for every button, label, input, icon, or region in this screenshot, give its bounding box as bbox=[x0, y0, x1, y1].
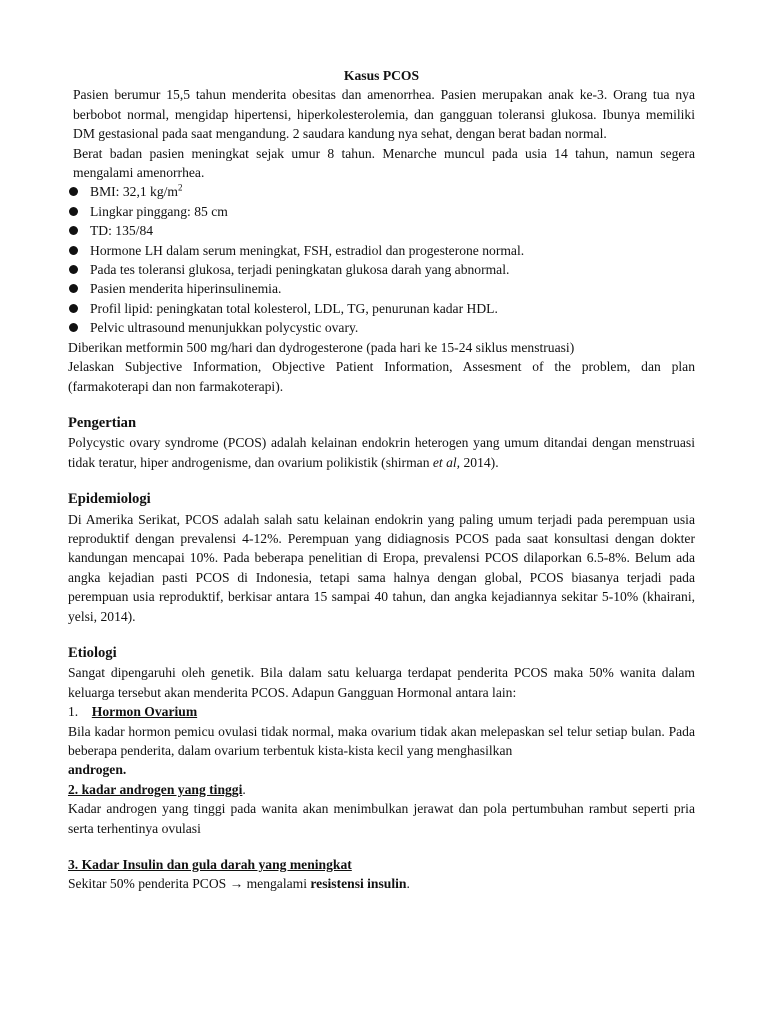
section-epidemiologi bbox=[68, 490, 695, 626]
document-page bbox=[68, 66, 695, 894]
pengertian-citation-em: et al, bbox=[432, 454, 461, 470]
etiologi-intro: Sangat dipengaruhi oleh genetik. Bila dalam satu keluarga terdapat penderita PCOS maka 50% wanita dalam keluarga tersebut akan menderita PCOS. Adapun Gangguan Hormonal antara lain: bbox=[68, 665, 695, 700]
item-title: 2. kadar androgen yang tinggi bbox=[68, 781, 243, 797]
case-title: Kasus PCOS bbox=[343, 68, 420, 83]
case-paragraph-2: Berat badan pasien meningkat sejak umur 8 tahun. Menarche muncul pada usia 14 tahun, namun segera mengalami amenorrhea. bbox=[73, 145, 695, 181]
task-text: Jelaskan Subjective Information, Objective Patient Information, Assesment of the problem, dan plan (farmakoterapi dan non farmakoterapi). bbox=[68, 359, 695, 394]
bullet-icon bbox=[69, 226, 78, 235]
pengertian-text bbox=[68, 433, 695, 472]
list-item bbox=[68, 279, 695, 298]
pengertian-text-b: 2014). bbox=[460, 454, 499, 470]
bullet-icon bbox=[69, 187, 78, 196]
therapy-text: Diberikan metformin 500 mg/hari dan dydrogesterone (pada hari ke 15-24 siklus menstruasi) bbox=[68, 339, 575, 355]
list-item bbox=[68, 182, 695, 201]
bullet-icon bbox=[69, 304, 78, 313]
list-item-text: Profil lipid: peningkatan total kolesterol, LDL, TG, penurunan kadar HDL. bbox=[90, 300, 498, 316]
bullet-icon bbox=[69, 246, 78, 255]
section-pengertian bbox=[68, 414, 695, 472]
item-number: 1. bbox=[68, 704, 79, 720]
list-item-text: Pelvic ultrasound menunjukkan polycystic ovary. bbox=[90, 320, 359, 336]
item-text-b: mengalami bbox=[243, 876, 311, 892]
list-item-text: Pasien menderita hiperinsulinemia. bbox=[90, 281, 282, 297]
item-end: . bbox=[406, 876, 410, 892]
etiologi-item-1-text: Bila kadar hormon pemicu ovulasi tidak normal, maka ovarium tidak akan melepaskan sel telur setiap bulan. Pada beberapa penderita, dalam ovarium terbentuk kista-kista kecil yang menghasilkan bbox=[68, 723, 695, 758]
case-findings-list bbox=[68, 182, 695, 337]
list-item bbox=[68, 260, 695, 279]
etiologi-item-2-text: Kadar androgen yang tinggi pada wanita akan menimbulkan jerawat dan pola pertumbuhan rambut seperti pria serta terhentinya ovulasi bbox=[68, 801, 695, 836]
case-paragraph-1: Pasien berumur 15,5 tahun menderita obesitas dan amenorrhea. Pasien merupakan anak ke-3. Orang tua nya berbobot normal, mengidap hipertensi, hiperkolesterolemia, dan gangguan toleransi glukosa. Ibunya memiliki DM gestasional pada saat mengandung. 2 saudara kandung nya sehat, dengan berat badan normal. bbox=[73, 87, 695, 142]
etiologi-item-2-title bbox=[68, 780, 695, 799]
pengertian-text-a: Polycystic ovary syndrome (PCOS) adalah kelainan endokrin heterogen yang umum ditandai dengan menstruasi tidak teratur, hiper androgenisme, dan ovarium polikistik (shirman bbox=[68, 435, 695, 470]
item-title: 3. Kadar Insulin dan gula darah yang meningkat bbox=[68, 857, 352, 873]
bmi-text: BMI: 32,1 kg/m bbox=[90, 184, 178, 200]
etiologi-item-1-title bbox=[68, 702, 695, 721]
item-text-a: Sekitar 50% penderita PCOS bbox=[68, 876, 230, 892]
spacer bbox=[68, 838, 695, 855]
arrow-right-icon: → bbox=[229, 876, 244, 892]
list-item bbox=[68, 241, 695, 260]
section-heading: Epidemiologi bbox=[68, 491, 151, 508]
list-item-text: TD: 135/84 bbox=[90, 223, 154, 239]
bullet-icon bbox=[69, 207, 78, 216]
list-item bbox=[68, 202, 695, 221]
bullet-icon bbox=[69, 323, 78, 332]
bullet-icon bbox=[69, 265, 78, 274]
list-item-text: Pada tes toleransi glukosa, terjadi peningkatan glukosa darah yang abnormal. bbox=[90, 262, 510, 278]
section-heading: Pengertian bbox=[68, 414, 137, 431]
list-item-text: Hormone LH dalam serum meningkat, FSH, estradiol dan progesterone normal. bbox=[90, 242, 525, 258]
list-item bbox=[68, 221, 695, 240]
list-item bbox=[68, 299, 695, 318]
item-title: Hormon Ovarium bbox=[91, 704, 198, 720]
section-heading: Etiologi bbox=[68, 644, 117, 661]
bullet-icon bbox=[69, 284, 78, 293]
bmi-superscript: 2 bbox=[178, 182, 183, 193]
epidemiologi-text: Di Amerika Serikat, PCOS adalah salah satu kelainan endokrin yang paling umum terjadi pada perempuan usia reproduktif dengan prevalensi 4-12%. Perempuan yang didiagnosis PCOS pada saat konsultasi dengan dokter kandungan mencapai 10%. Pada beberapa penelitian di Eropa, prevalensi PCOS dilaporkan 6.5-8%. Belum ada angka kejadian pasti PCOS di Indonesia, tetapi sama halnya dengan global, PCOS biasanya terjadi pada perempuan usia reproduktif, berkisar antara 15 sampai 40 tahun, dan angka kejadiannya sekitar 5-10% (khairani, yelsi, 2014). bbox=[68, 511, 695, 624]
etiologi-item-1-bold: androgen. bbox=[68, 762, 127, 778]
item-title-dot: . bbox=[242, 781, 246, 797]
etiologi-item-3-title bbox=[68, 855, 695, 874]
item-bold-text: resistensi insulin bbox=[310, 876, 407, 892]
section-etiologi bbox=[68, 644, 695, 894]
list-item bbox=[68, 318, 695, 337]
list-item-text: Lingkar pinggang: 85 cm bbox=[90, 203, 228, 219]
etiologi-item-3-text bbox=[68, 874, 695, 893]
